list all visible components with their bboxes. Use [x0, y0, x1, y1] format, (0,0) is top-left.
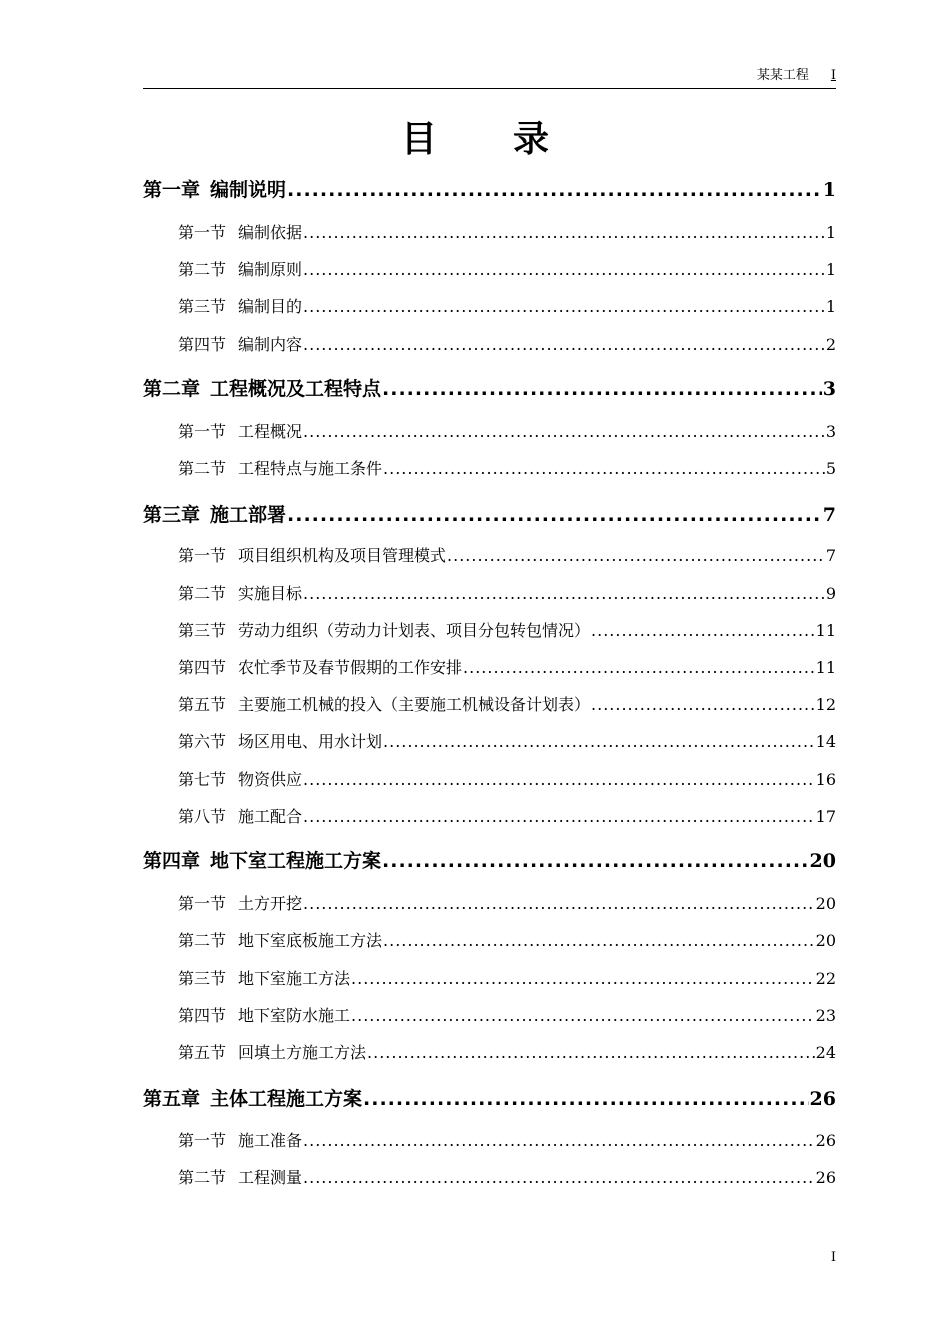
toc-entry-label	[178, 620, 590, 642]
chapter-title: 地下室工程施工方案	[210, 850, 382, 872]
section-title: 农忙季节及春节假期的工作安排	[238, 658, 463, 677]
header-text	[757, 67, 836, 85]
dot-leader	[303, 222, 825, 244]
section-title: 工程测量	[238, 1168, 303, 1187]
toc-section-entry[interactable]	[178, 222, 836, 244]
dot-leader	[382, 376, 822, 402]
toc-page-number: 22	[815, 969, 836, 988]
toc-entry-label	[178, 458, 382, 480]
section-number: 第五节	[178, 695, 227, 714]
toc-entry-label	[178, 222, 302, 244]
toc-title-char-1: 目	[400, 119, 437, 160]
toc-section-entry[interactable]	[178, 769, 836, 791]
toc-section-entry[interactable]	[178, 930, 836, 952]
section-number: 第一节	[178, 223, 227, 242]
dot-leader	[383, 731, 815, 753]
section-number: 第三节	[178, 969, 227, 988]
toc-title-char-2: 录	[513, 119, 550, 160]
section-number: 第六节	[178, 732, 227, 751]
toc-entry-label	[178, 259, 302, 281]
toc-section-entry[interactable]	[178, 421, 836, 443]
chapter-number: 第一章	[143, 179, 201, 201]
toc-section-entry[interactable]	[178, 694, 836, 716]
toc-page-number: 1	[825, 223, 836, 242]
toc-entry-label	[178, 968, 350, 990]
section-number: 第七节	[178, 770, 227, 789]
section-number: 第八节	[178, 807, 227, 826]
toc-entry-label	[178, 1167, 302, 1189]
footer-page-number: I	[830, 1250, 836, 1265]
toc-page-number: 26	[815, 1168, 836, 1187]
toc-entry-label	[178, 769, 302, 791]
toc-entry-label	[143, 502, 286, 528]
section-title: 主要施工机械的投入（主要施工机械设备计划表）	[238, 695, 591, 714]
dot-leader	[303, 296, 825, 318]
dot-leader	[303, 259, 825, 281]
toc-chapter-entry[interactable]	[143, 1086, 836, 1112]
toc-page-number: 12	[815, 695, 836, 714]
toc-page-number: 1	[825, 297, 836, 316]
toc-page-number: 11	[815, 621, 836, 640]
toc-page-number: 9	[825, 584, 836, 603]
toc-section-entry[interactable]	[178, 731, 836, 753]
toc-page-number: 17	[815, 807, 836, 826]
toc-section-entry[interactable]	[178, 657, 836, 679]
section-title: 物资供应	[238, 770, 303, 789]
dot-leader	[367, 1042, 815, 1064]
section-title: 回填土方施工方法	[238, 1043, 367, 1062]
section-title: 编制原则	[238, 260, 303, 279]
toc-entry-label	[178, 1130, 302, 1152]
dot-leader	[383, 458, 825, 480]
section-title: 编制内容	[238, 335, 303, 354]
section-number: 第二节	[178, 260, 227, 279]
section-title: 编制依据	[238, 223, 303, 242]
section-number: 第一节	[178, 1131, 227, 1150]
section-title: 实施目标	[238, 584, 303, 603]
dot-leader	[303, 583, 825, 605]
toc-page-number: 1	[822, 179, 836, 201]
dot-leader	[303, 769, 815, 791]
chapter-number: 第五章	[143, 1088, 201, 1110]
dot-leader	[363, 1086, 809, 1112]
section-number: 第四节	[178, 658, 227, 677]
toc-chapter-entry[interactable]	[143, 848, 836, 874]
section-number: 第一节	[178, 422, 227, 441]
section-number: 第二节	[178, 584, 227, 603]
chapter-title: 编制说明	[210, 179, 287, 201]
dot-leader	[351, 968, 815, 990]
header-page-number: I	[830, 68, 836, 83]
toc-page-number: 20	[815, 931, 836, 950]
section-number: 第一节	[178, 894, 227, 913]
toc-page-number: 7	[822, 504, 836, 526]
toc-page-number: 11	[815, 658, 836, 677]
toc-section-entry[interactable]	[178, 1005, 836, 1027]
toc-page-number: 5	[825, 459, 836, 478]
toc-page-number: 14	[815, 732, 836, 751]
dot-leader	[303, 806, 815, 828]
section-title: 项目组织机构及项目管理模式	[238, 546, 447, 565]
toc-page-number: 3	[825, 422, 836, 441]
toc-section-entry[interactable]	[178, 583, 836, 605]
header-project-name: 某某工程	[756, 68, 809, 83]
toc-entry-label	[178, 657, 462, 679]
toc-section-entry[interactable]	[178, 806, 836, 828]
section-number: 第二节	[178, 931, 227, 950]
toc-entry-label	[178, 421, 302, 443]
toc-page-number: 16	[815, 770, 836, 789]
dot-leader	[287, 177, 822, 203]
section-title: 土方开挖	[238, 894, 303, 913]
toc-entry-label	[143, 376, 381, 402]
dot-leader	[591, 694, 815, 716]
toc-section-entry[interactable]	[178, 545, 836, 567]
section-number: 第三节	[178, 621, 227, 640]
section-title: 地下室防水施工	[238, 1006, 351, 1025]
toc-page-number: 26	[809, 1088, 836, 1110]
toc-entry-label	[143, 177, 286, 203]
toc-chapter-entry[interactable]	[143, 177, 836, 203]
toc-page-number: 26	[815, 1131, 836, 1150]
toc-section-entry[interactable]	[178, 259, 836, 281]
chapter-number: 第二章	[143, 378, 201, 400]
toc-entry-label	[178, 334, 302, 356]
dot-leader	[447, 545, 825, 567]
toc-page-number: 24	[815, 1043, 836, 1062]
toc-page-number: 20	[809, 850, 836, 872]
dot-leader	[591, 620, 815, 642]
toc-section-entry[interactable]	[178, 334, 836, 356]
toc-section-entry[interactable]	[178, 1167, 836, 1189]
page-header	[143, 66, 836, 89]
toc-chapter-entry[interactable]	[143, 502, 836, 528]
chapter-title: 工程概况及工程特点	[210, 378, 382, 400]
dot-leader	[351, 1005, 815, 1027]
chapter-number: 第四章	[143, 850, 201, 872]
dot-leader	[382, 848, 809, 874]
toc-entry-label	[178, 296, 302, 318]
toc-section-entry[interactable]	[178, 458, 836, 480]
chapter-number: 第三章	[143, 504, 201, 526]
dot-leader	[303, 334, 825, 356]
toc-section-entry[interactable]	[178, 893, 836, 915]
toc-section-entry[interactable]	[178, 1130, 836, 1152]
toc-entry-label	[143, 848, 381, 874]
dot-leader	[287, 502, 822, 528]
toc-chapter-entry[interactable]	[143, 376, 836, 402]
section-number: 第二节	[178, 459, 227, 478]
chapter-title: 主体工程施工方案	[210, 1088, 363, 1110]
dot-leader	[303, 421, 825, 443]
section-title: 劳动力组织（劳动力计划表、项目分包转包情况）	[238, 621, 591, 640]
dot-leader	[303, 893, 815, 915]
toc-entry-label	[178, 806, 302, 828]
dot-leader	[303, 1130, 815, 1152]
section-title: 施工配合	[238, 807, 303, 826]
dot-leader	[463, 657, 815, 679]
toc-section-entry[interactable]	[178, 968, 836, 990]
section-title: 施工准备	[238, 1131, 303, 1150]
toc-entry-label	[178, 694, 590, 716]
section-number: 第二节	[178, 1168, 227, 1187]
section-title: 编制目的	[238, 297, 303, 316]
toc-entry-label	[178, 545, 446, 567]
section-title: 地下室底板施工方法	[238, 931, 383, 950]
section-number: 第四节	[178, 335, 227, 354]
toc-section-entry[interactable]	[178, 620, 836, 642]
toc-section-entry[interactable]	[178, 296, 836, 318]
toc-entry-label	[178, 1005, 350, 1027]
section-number: 第五节	[178, 1043, 227, 1062]
section-number: 第四节	[178, 1006, 227, 1025]
section-title: 地下室施工方法	[238, 969, 351, 988]
section-title: 工程概况	[238, 422, 303, 441]
toc-entry-label	[178, 930, 382, 952]
dot-leader	[303, 1167, 815, 1189]
toc-page-number: 23	[815, 1006, 836, 1025]
toc-page-number: 20	[815, 894, 836, 913]
toc-section-entry[interactable]	[178, 1042, 836, 1064]
toc-page-number: 1	[825, 260, 836, 279]
toc-entry-label	[178, 893, 302, 915]
dot-leader	[383, 930, 815, 952]
toc-entry-label	[178, 583, 302, 605]
section-number: 第三节	[178, 297, 227, 316]
toc-page-number: 7	[825, 546, 836, 565]
chapter-title: 施工部署	[210, 504, 287, 526]
section-title: 工程特点与施工条件	[238, 459, 383, 478]
toc-entry-label	[178, 731, 382, 753]
toc-page-number: 3	[822, 378, 836, 400]
toc-entry-label	[143, 1086, 362, 1112]
toc-page-number: 2	[825, 335, 836, 354]
toc-title	[0, 117, 950, 163]
toc-entry-label	[178, 1042, 366, 1064]
section-number: 第一节	[178, 546, 227, 565]
section-title: 场区用电、用水计划	[238, 732, 383, 751]
